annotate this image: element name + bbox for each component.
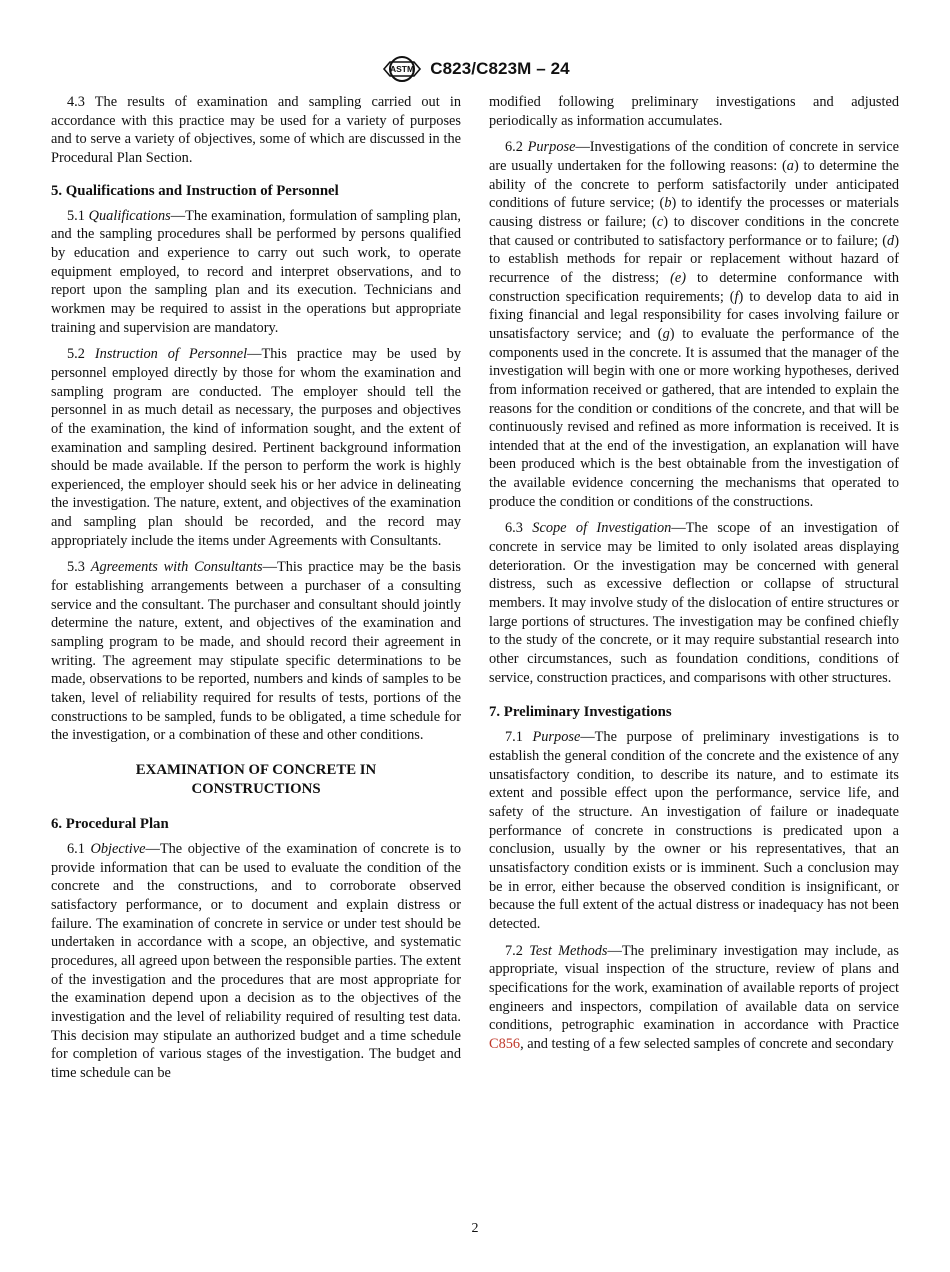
major-heading-examination: EXAMINATION OF CONCRETE IN CONSTRUCTIONS xyxy=(135,762,377,797)
right-column xyxy=(489,93,899,1062)
page-header xyxy=(0,56,950,82)
paragraph-6-1: 6.1 Objective—The objective of the examination of concrete is to provide information that can be used to evaluate the condition of the concrete and the constructions, and to corroborate observed satisfactory performance, or to document and explain distress or failure. The examination of concrete in service or under test should be undertaken in accordance with a scope, an objective, and systematic procedures, all agreed upon between the responsible parties. The extent of the investigation and the procedures that are most appropriate for the examination depend upon a decision as to the objectives of the investigation and the level of reliability required of resulting test data. This decision may stipulate an authorized budget and a time schedule for completion of various stages of the investigation. The budget and time schedule can be xyxy=(51,841,461,1081)
left-column xyxy=(51,93,461,1091)
section-7-heading: 7. Preliminary Investigations xyxy=(489,704,672,721)
paragraph-5-3: 5.3 Agreements with Consultants—This practice may be the basis for establishing arrangements between a purchaser of a consulting service and the consultant. The purchaser and consultant should jointly determine the nature, extent, and objectives of the examination and sampling program to be made, and should record their agreement in writing. The agreement may stipulate specific determinations to be made, observations to be reported, numbers and kinds of samples to be taken, level of reliability required for results of tests, portions of the constructions to be sampled, funds to be obligated, a time schedule for the investigation, or a combination of these and other conditions. xyxy=(51,559,462,744)
astm-logo-icon xyxy=(380,56,424,82)
term-qualifications: Qualifications xyxy=(88,207,171,224)
paragraph-7-1: 7.1 Purpose—The purpose of preliminary investigations is to establish the general condition of the concrete and the existence of any unsatisfactory condition, to describe its nature, and to estimate its extent and possible effect upon the performance, service life, and safety of the structure. An investigation of failure or inadequate performance of concrete in constructions is predicated upon a conclusion, usually by the owner or his representatives, that an unsatisfactory condition exists or is imminent. Such a conclusion may be in error, either because the observed condition is insignificant, or because the full extent of the actual distress or inadequacy has not been detected. xyxy=(489,729,900,932)
term-agreements-with-consultants: Agreements with Consultants xyxy=(90,559,263,576)
practice-c856-link[interactable]: C856 xyxy=(489,1035,521,1052)
astm-logo-text: ASTM xyxy=(390,64,415,74)
paragraph-6-1-continued: modified following preliminary investigations and adjusted periodically as information accumulates. xyxy=(489,94,899,129)
term-purpose-7-1: Purpose xyxy=(532,729,581,746)
paragraph-6-2: 6.2 Purpose—Investigations of the condition of concrete in service are usually undertaken for the following reasons: (a) to determine the ability of the concrete to perform satisfactorily under anticipated conditions of future service; (b) to identify the processes or materials causing distress or failure; (c) to discover conditions in the concrete that caused or contributed to satisfactory performance or to failure; (d) to establish methods for repair or replacement without hazard of recurrence of the distress; (e) to determine conformance with construction specification requirements; (f) to develop data to aid in fixing financial and legal responsibility for cases involving failure or unsatisfactory service; and (g) to evaluate the performance of the components used in the concrete. It is assumed that the manager of the investigation will begin with one or more working hypotheses, derived from information received or gathered, that are intended to explain the reasons for the condition or conditions of the concrete, and that will be continuously revised and refined as more information is received. It is intended that at the end of the investigation, an explanation will have been produced which is the best obtainable from the investigation of the available evidence concerning the mechanisms that operated to produce the condition or conditions of the constructions. xyxy=(489,139,900,510)
paragraph-7-2: 7.2 Test Methods—The preliminary investigation may include, as appropriate, visual inspection of the structure, review of plans and specifications for the work, examination of available reports of project engineers and inspectors, compilation of available data on service conditions, petrographic examination in accordance with Practice C856, and testing of a few selected samples of concrete and secondary xyxy=(489,942,900,1052)
section-5-heading: 5. Qualifications and Instruction of Personnel xyxy=(51,182,339,199)
term-instruction-of-personnel: Instruction of Personnel xyxy=(94,346,248,363)
paragraph-5-2: 5.2 Instruction of Personnel—This practice may be used by personnel employed directly by those for whom the examination and sampling program are conducted. The employer should tell the personnel in as much detail as necessary, the purposes and objectives of the examination, the kind of information sought, and the extent of examination and sampling desired. Pertinent background information should be made available. If the person to perform the work is highly experienced, the employer should seek his or her advice in delineating the investigation. The nature, extent, and objectives of the examination and sampling plan should be recorded, and the record may appropriately include the items under Agreements with Consultants. xyxy=(51,346,461,549)
term-scope-of-investigation: Scope of Investigation xyxy=(532,520,672,537)
term-test-methods: Test Methods xyxy=(529,942,608,959)
paragraph-5-1: 5.1 Qualifications—The examination, formulation of sampling plan, and the sampling procedures shall be performed by persons qualified by education and experience to carry out such work, to operate equipment employed, to record and interpret observations, and to report upon the sampling plan and its execution. Technicians and workmen may be required to assist in the operations but appropriate training and supervision are mandatory. xyxy=(51,207,461,336)
term-objective: Objective xyxy=(90,841,146,857)
paragraph-4-3: 4.3 The results of examination and sampling carried out in accordance with this practice may be used for a variety of purposes and to serve a variety of objectives, some of which are discussed in the Procedural Plan Section. xyxy=(51,94,461,166)
page-number: 2 xyxy=(471,1221,479,1236)
document-designation: C823/C823M – 24 xyxy=(430,59,570,78)
term-purpose: Purpose xyxy=(527,139,576,156)
section-6-heading: 6. Procedural Plan xyxy=(51,816,169,832)
paragraph-6-3: 6.3 Scope of Investigation—The scope of an investigation of concrete in service may be limited to only isolated areas displaying deterioration. Or the investigation may be concerned with general distress, such as excessive deflection or collapse of structural members. It may involve study of the dislocation of entire structures or large portions of structures. The investigation may be confined chiefly to the study of the concrete, or it may require substantial research into other circumstances, such as foundation conditions, conditions of service, construction practices, and comparisons with other structures. xyxy=(489,520,899,686)
